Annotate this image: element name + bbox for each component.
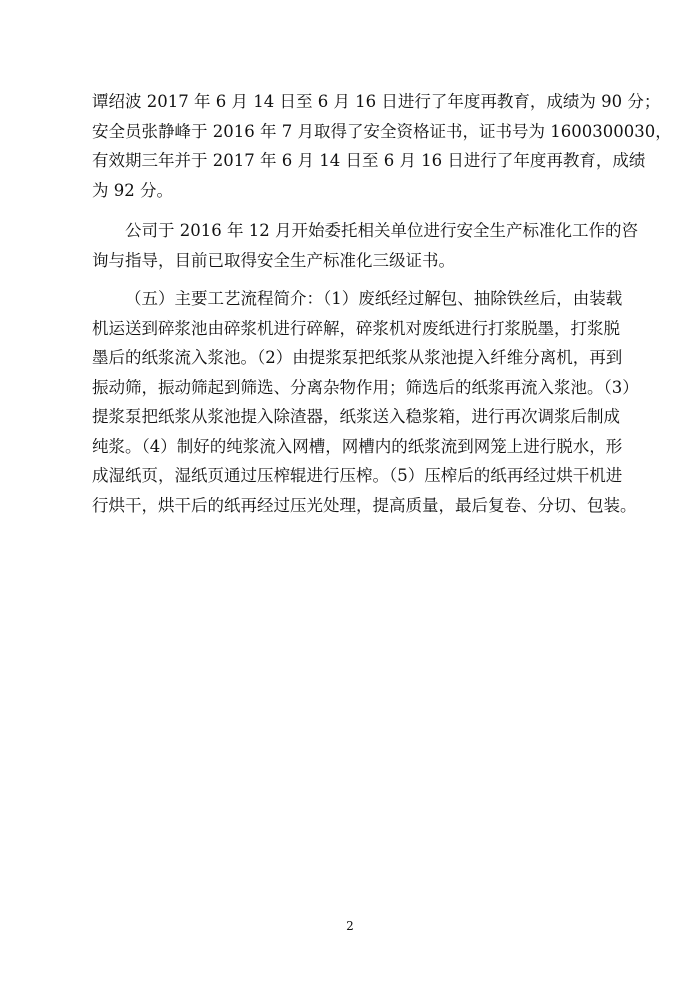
paragraph-line-first: [92, 284, 623, 314]
paragraph-line: 振动筛，振动筛起到筛选、分离杂物作用；筛选后的纸浆再流入浆池。（3）: [92, 377, 639, 397]
paragraph-line: 有效期三年并于 2017 年 6 月 14 日至 6 月 16 日进行了年度再教育，成绩: [92, 151, 646, 170]
paragraph-process-flow: [92, 284, 639, 520]
paragraph-line: 提浆泵把纸浆从浆池提入除渣器，纸浆送入稳浆箱，进行再次调浆后制成: [92, 407, 620, 426]
paragraph-line-text: （五）主要工艺流程简介：（1）废纸经过解包、抽除铁丝后，由装载: [125, 289, 623, 308]
paragraph-safety-education: [92, 87, 672, 205]
paragraph-line-text: 公司于 2016 年 12 月开始委托相关单位进行安全生产标准化工作的咨: [125, 221, 638, 240]
paragraph-line: 谭绍波 2017 年 6 月 14 日至 6 月 16 日进行了年度再教育，成绩为 90 分；: [92, 92, 661, 111]
paragraph-line: 询与指导，目前已取得安全生产标准化三级证书。: [92, 250, 455, 270]
page-number: 2: [346, 919, 354, 933]
paragraph-line: 为 92 分。: [92, 180, 173, 200]
paragraph-line: 安全员张静峰于 2016 年 7 月取得了安全资格证书，证书号为 1600300030，: [92, 121, 672, 141]
paragraph-line: 墨后的纸浆流入浆池。（2）由提浆泵把纸浆从浆池提入纤维分离机，再到: [92, 348, 623, 367]
paragraph-standardization: [92, 216, 638, 275]
paragraph-line: 行烘干，烘干后的纸再经过压光处理，提高质量，最后复卷、分切、包装。: [92, 495, 637, 515]
paragraph-line-first: [92, 216, 638, 246]
paragraph-line: 机运送到碎浆池由碎浆机进行碎解，碎浆机对废纸进行打浆脱墨，打浆脱: [92, 318, 620, 338]
paragraph-line: 成湿纸页，湿纸页通过压榨辊进行压榨。（5）压榨后的纸再经过烘干机进: [92, 466, 623, 485]
paragraph-line: 纯浆。（4）制好的纯浆流入网槽，网槽内的纸浆流到网笼上进行脱水，形: [92, 436, 623, 456]
